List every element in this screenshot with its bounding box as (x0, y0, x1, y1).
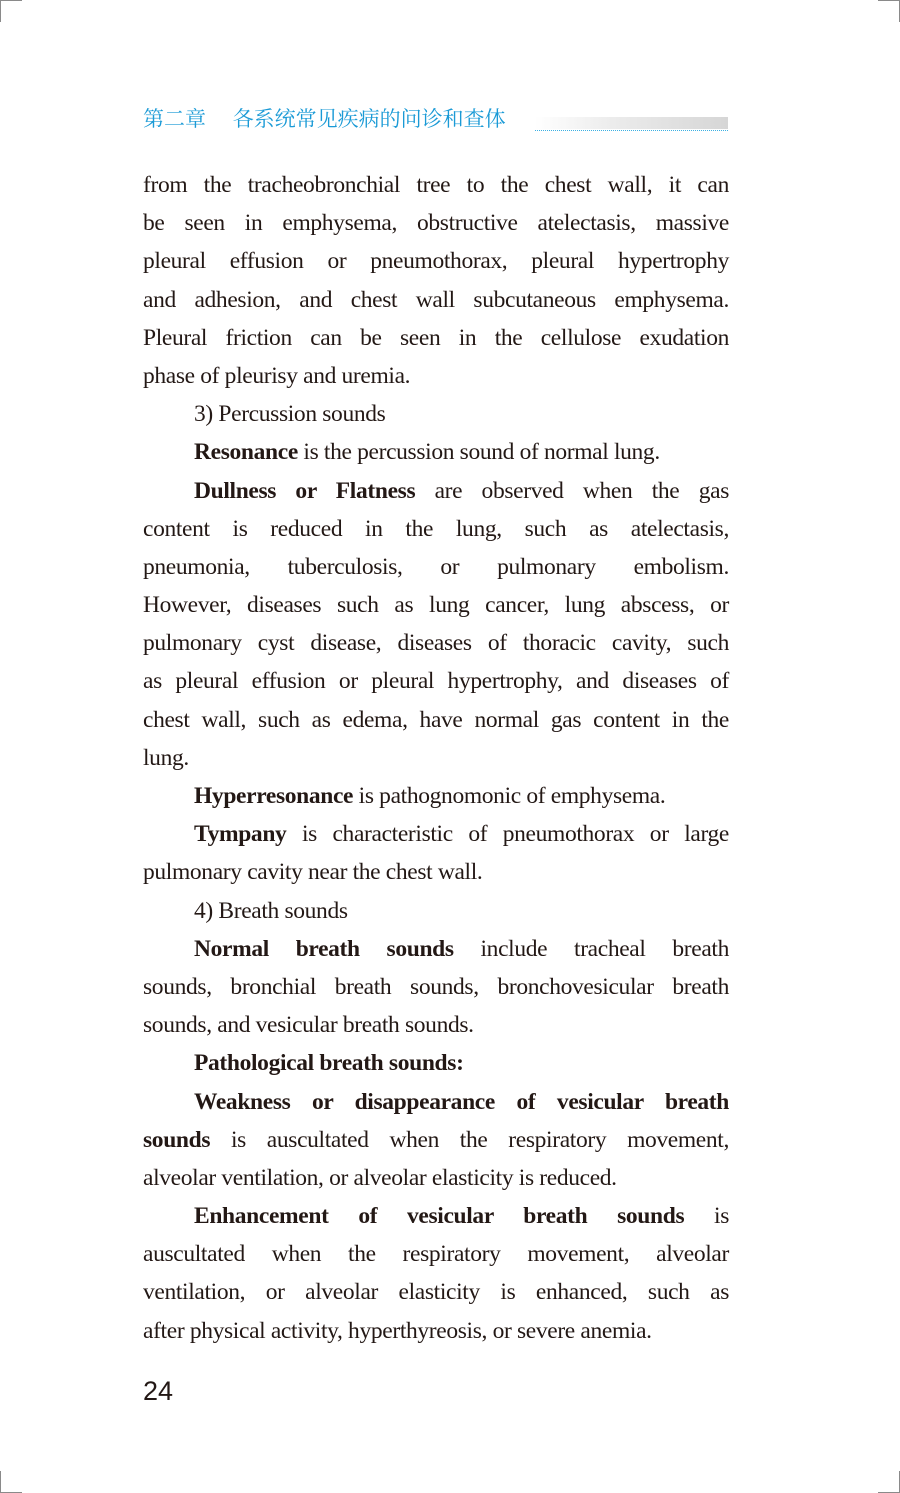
definition-text: is auscultated when the respiratory movement, (210, 1126, 729, 1153)
text-line: sounds, bronchial breath sounds, bronchovesicular breath (143, 973, 729, 1000)
text-line: phase of pleurisy and uremia. (143, 362, 411, 389)
paragraph-resonance (143, 433, 729, 471)
definition-text: include tracheal breath (453, 935, 729, 962)
term-hyperresonance: Hyperresonance (194, 783, 354, 809)
text-line: pulmonary cyst disease, diseases of thoracic cavity, such (143, 630, 729, 657)
text-line: from the tracheobronchial tree to the chest wall, it can (143, 172, 729, 198)
text-line: Pleural friction can be seen in the cellulose exudation (143, 324, 729, 351)
paragraph-hyperresonance (143, 777, 729, 815)
text-line: as pleural effusion or pleural hypertrophy, and diseases of (143, 668, 729, 695)
text-line: pneumonia, tuberculosis, or pulmonary embolism. (143, 553, 729, 580)
text-line: and adhesion, and chest wall subcutaneous emphysema. (143, 286, 729, 313)
text-line: ventilation, or alveolar elasticity is enhanced, such as (143, 1279, 729, 1306)
running-head (143, 104, 506, 134)
crop-mark-top-left (0, 0, 22, 1)
crop-mark-top-right (878, 0, 900, 1)
paragraph-enhancement (143, 1197, 729, 1235)
term-pathological-breath-sounds: Pathological breath sounds: (194, 1050, 464, 1077)
section-heading-breath-sounds: 4) Breath sounds (194, 897, 348, 924)
text-line: auscultated when the respiratory movement, alveolar (143, 1241, 729, 1268)
chapter-number: 第二章 (143, 107, 206, 131)
text-line: be seen in emphysema, obstructive atelectasis, massive (143, 210, 729, 237)
term-weakness: Weakness or disappearance of vesicular breath (194, 1088, 729, 1115)
term-tympany: Tympany (194, 821, 287, 848)
term-resonance: Resonance (194, 439, 298, 466)
subheading-pathological-breath-sounds (143, 1044, 729, 1082)
term-dullness: Dullness or Flatness (194, 477, 416, 504)
definition-text: is characteristic of pneumothorax or large (286, 821, 729, 848)
text-line: However, diseases such as lung cancer, lung abscess, or (143, 592, 729, 619)
section-heading-percussion: 3) Percussion sounds (194, 401, 386, 428)
crop-mark-bottom-left (0, 1471, 1, 1493)
term-normal-breath-sounds: Normal breath sounds (194, 935, 454, 962)
text-line: lung. (143, 744, 189, 771)
header-gradient-rule (535, 117, 728, 129)
paragraph-tympany (143, 815, 729, 853)
term-enhancement: Enhancement of vesicular breath sounds (194, 1203, 685, 1230)
header-dotted-rule (535, 130, 728, 131)
definition-text: is pathognomonic of emphysema. (353, 783, 666, 809)
definition-text: is the percussion sound of normal lung. (297, 439, 660, 466)
text-line: sounds, and vesicular breath sounds. (143, 1012, 474, 1039)
page-number: 24 (143, 1376, 174, 1406)
definition-text: is (684, 1203, 730, 1230)
term-weakness-cont: sounds (143, 1126, 211, 1153)
text-line: after physical activity, hyperthyreosis, or severe anemia. (143, 1317, 652, 1344)
paragraph-normal-breath-sounds (143, 930, 729, 968)
crop-mark-top-left (0, 0, 1, 22)
text-line: alveolar ventilation, or alveolar elasticity is reduced. (143, 1164, 617, 1191)
text-line: chest wall, such as edema, have normal gas content in the (143, 706, 729, 733)
text-line: pleural effusion or pneumothorax, pleural hypertrophy (143, 248, 729, 275)
chapter-title: 各系统常见疾病的问诊和查体 (232, 107, 506, 131)
text-line (143, 1121, 729, 1159)
definition-text: are observed when the gas (415, 477, 729, 504)
paragraph-dullness (143, 472, 729, 510)
text-line: content is reduced in the lung, such as atelectasis, (143, 515, 729, 542)
text-line: pulmonary cavity near the chest wall. (143, 859, 483, 886)
body-text (143, 166, 729, 1350)
paragraph-weakness (143, 1083, 729, 1121)
